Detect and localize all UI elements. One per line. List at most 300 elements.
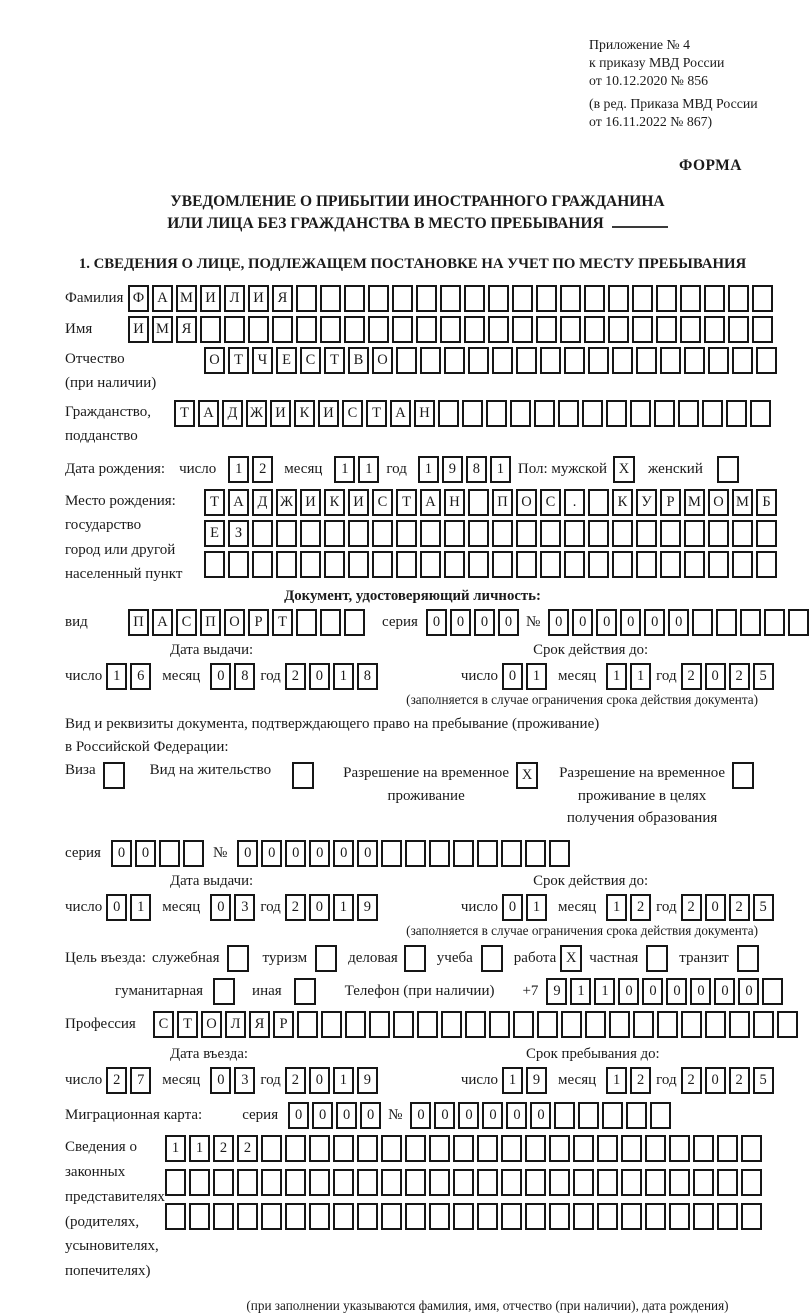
char-cell[interactable] (444, 520, 465, 547)
char-cell[interactable] (602, 1102, 623, 1129)
char-cell[interactable]: И (248, 285, 269, 312)
char-cell[interactable]: 1 (333, 663, 354, 690)
char-cell[interactable]: 9 (526, 1067, 547, 1094)
char-cell[interactable]: В (348, 347, 369, 374)
char-cell[interactable] (717, 1203, 738, 1230)
char-cell[interactable]: 0 (738, 978, 759, 1005)
char-cell[interactable] (429, 1135, 450, 1162)
char-cell[interactable] (165, 1203, 186, 1230)
char-cell[interactable] (540, 551, 561, 578)
char-cell[interactable] (357, 1135, 378, 1162)
char-cell[interactable]: 1 (334, 456, 355, 483)
char-cell[interactable] (525, 1203, 546, 1230)
char-cell[interactable] (752, 316, 773, 343)
char-cell[interactable] (276, 520, 297, 547)
char-cell[interactable]: О (224, 609, 245, 636)
char-cell[interactable] (320, 285, 341, 312)
char-cell[interactable] (464, 285, 485, 312)
char-cell[interactable] (344, 316, 365, 343)
char-cell[interactable]: Т (174, 400, 195, 427)
char-cell[interactable] (309, 1203, 330, 1230)
char-cell[interactable] (462, 400, 483, 427)
char-cell[interactable]: С (176, 609, 197, 636)
char-cell[interactable]: 2 (252, 456, 273, 483)
char-cell[interactable]: Я (249, 1011, 270, 1038)
char-cell[interactable]: М (732, 489, 753, 516)
char-cell[interactable] (732, 551, 753, 578)
char-cell[interactable] (420, 520, 441, 547)
char-cell[interactable] (285, 1203, 306, 1230)
char-cell[interactable]: 2 (729, 1067, 750, 1094)
char-cell[interactable] (756, 347, 777, 374)
char-cell[interactable] (636, 520, 657, 547)
char-cell[interactable] (549, 1135, 570, 1162)
char-cell[interactable] (441, 1011, 462, 1038)
char-cell[interactable] (660, 520, 681, 547)
char-cell[interactable] (333, 1169, 354, 1196)
char-cell[interactable]: 0 (482, 1102, 503, 1129)
char-cell[interactable]: 0 (309, 840, 330, 867)
char-cell[interactable] (540, 347, 561, 374)
char-cell[interactable]: 1 (570, 978, 591, 1005)
visa-checkbox[interactable] (103, 762, 125, 789)
char-cell[interactable] (464, 316, 485, 343)
char-cell[interactable] (578, 1102, 599, 1129)
char-cell[interactable]: 0 (572, 609, 593, 636)
char-cell[interactable] (248, 316, 269, 343)
char-cell[interactable] (393, 1011, 414, 1038)
char-cell[interactable]: Т (177, 1011, 198, 1038)
char-cell[interactable] (540, 520, 561, 547)
char-cell[interactable] (608, 316, 629, 343)
char-cell[interactable]: 1 (130, 894, 151, 921)
char-cell[interactable] (405, 840, 426, 867)
char-cell[interactable]: И (128, 316, 149, 343)
char-cell[interactable]: . (564, 489, 585, 516)
char-cell[interactable] (416, 285, 437, 312)
char-cell[interactable] (309, 1169, 330, 1196)
char-cell[interactable]: 3 (234, 894, 255, 921)
char-cell[interactable] (237, 1203, 258, 1230)
char-cell[interactable] (488, 316, 509, 343)
char-cell[interactable]: 0 (333, 840, 354, 867)
char-cell[interactable] (429, 1203, 450, 1230)
char-cell[interactable]: А (198, 400, 219, 427)
char-cell[interactable] (510, 400, 531, 427)
char-cell[interactable] (261, 1169, 282, 1196)
char-cell[interactable] (549, 1203, 570, 1230)
char-cell[interactable]: И (300, 489, 321, 516)
char-cell[interactable]: 9 (357, 894, 378, 921)
char-cell[interactable] (159, 840, 180, 867)
char-cell[interactable] (420, 551, 441, 578)
char-cell[interactable] (189, 1203, 210, 1230)
char-cell[interactable]: Т (324, 347, 345, 374)
char-cell[interactable]: 0 (309, 894, 330, 921)
char-cell[interactable] (630, 400, 651, 427)
char-cell[interactable] (537, 1011, 558, 1038)
char-cell[interactable]: 1 (358, 456, 379, 483)
char-cell[interactable] (645, 1169, 666, 1196)
char-cell[interactable]: 0 (705, 894, 726, 921)
char-cell[interactable] (348, 551, 369, 578)
char-cell[interactable] (285, 1135, 306, 1162)
char-cell[interactable] (764, 609, 785, 636)
char-cell[interactable] (513, 1011, 534, 1038)
char-cell[interactable]: Я (176, 316, 197, 343)
char-cell[interactable]: А (152, 609, 173, 636)
char-cell[interactable] (584, 285, 605, 312)
char-cell[interactable] (656, 316, 677, 343)
char-cell[interactable]: 6 (130, 663, 151, 690)
char-cell[interactable] (381, 1169, 402, 1196)
char-cell[interactable]: 1 (606, 663, 627, 690)
char-cell[interactable]: 0 (668, 609, 689, 636)
char-cell[interactable] (684, 520, 705, 547)
char-cell[interactable] (344, 609, 365, 636)
char-cell[interactable] (392, 285, 413, 312)
residence-permit-checkbox[interactable] (292, 762, 314, 789)
char-cell[interactable] (444, 347, 465, 374)
char-cell[interactable] (588, 489, 609, 516)
char-cell[interactable]: 5 (753, 1067, 774, 1094)
char-cell[interactable] (741, 1169, 762, 1196)
char-cell[interactable] (320, 316, 341, 343)
char-cell[interactable] (564, 520, 585, 547)
char-cell[interactable] (752, 285, 773, 312)
char-cell[interactable]: 0 (237, 840, 258, 867)
char-cell[interactable] (468, 520, 489, 547)
char-cell[interactable]: 0 (498, 609, 519, 636)
char-cell[interactable]: 0 (210, 894, 231, 921)
char-cell[interactable] (396, 347, 417, 374)
char-cell[interactable] (753, 1011, 774, 1038)
char-cell[interactable] (357, 1203, 378, 1230)
char-cell[interactable] (536, 285, 557, 312)
char-cell[interactable] (660, 347, 681, 374)
char-cell[interactable]: О (204, 347, 225, 374)
char-cell[interactable] (741, 1203, 762, 1230)
char-cell[interactable] (609, 1011, 630, 1038)
char-cell[interactable] (717, 1169, 738, 1196)
char-cell[interactable] (405, 1203, 426, 1230)
char-cell[interactable]: М (176, 285, 197, 312)
char-cell[interactable]: 1 (228, 456, 249, 483)
char-cell[interactable] (564, 347, 585, 374)
char-cell[interactable]: З (228, 520, 249, 547)
char-cell[interactable]: М (684, 489, 705, 516)
char-cell[interactable]: 0 (111, 840, 132, 867)
char-cell[interactable]: 9 (357, 1067, 378, 1094)
char-cell[interactable]: Д (222, 400, 243, 427)
char-cell[interactable]: 0 (285, 840, 306, 867)
char-cell[interactable]: 0 (309, 663, 330, 690)
char-cell[interactable]: 0 (135, 840, 156, 867)
char-cell[interactable] (608, 285, 629, 312)
sex-female-checkbox[interactable] (717, 456, 739, 483)
char-cell[interactable]: 2 (213, 1135, 234, 1162)
char-cell[interactable] (704, 316, 725, 343)
char-cell[interactable] (756, 551, 777, 578)
char-cell[interactable] (788, 609, 809, 636)
char-cell[interactable]: 0 (705, 663, 726, 690)
char-cell[interactable] (525, 1135, 546, 1162)
char-cell[interactable] (705, 1011, 726, 1038)
char-cell[interactable]: 2 (681, 663, 702, 690)
purpose-private-checkbox[interactable] (646, 945, 668, 972)
char-cell[interactable] (525, 1169, 546, 1196)
char-cell[interactable] (660, 551, 681, 578)
char-cell[interactable] (296, 609, 317, 636)
char-cell[interactable]: 0 (666, 978, 687, 1005)
char-cell[interactable]: М (152, 316, 173, 343)
char-cell[interactable]: А (420, 489, 441, 516)
char-cell[interactable]: Т (228, 347, 249, 374)
char-cell[interactable]: П (200, 609, 221, 636)
char-cell[interactable]: 2 (106, 1067, 127, 1094)
char-cell[interactable] (368, 316, 389, 343)
purpose-other-checkbox[interactable] (294, 978, 316, 1005)
char-cell[interactable] (200, 316, 221, 343)
char-cell[interactable] (656, 285, 677, 312)
char-cell[interactable]: И (270, 400, 291, 427)
char-cell[interactable]: С (153, 1011, 174, 1038)
char-cell[interactable]: 2 (237, 1135, 258, 1162)
char-cell[interactable] (416, 316, 437, 343)
temp-residence-checkbox[interactable]: X (516, 762, 538, 789)
char-cell[interactable]: 0 (502, 894, 523, 921)
char-cell[interactable] (584, 316, 605, 343)
char-cell[interactable] (561, 1011, 582, 1038)
char-cell[interactable]: 0 (548, 609, 569, 636)
char-cell[interactable] (324, 551, 345, 578)
char-cell[interactable] (165, 1169, 186, 1196)
char-cell[interactable] (636, 347, 657, 374)
char-cell[interactable] (453, 840, 474, 867)
char-cell[interactable]: Р (660, 489, 681, 516)
char-cell[interactable] (573, 1135, 594, 1162)
temp-residence-edu-checkbox[interactable] (732, 762, 754, 789)
char-cell[interactable]: 0 (410, 1102, 431, 1129)
char-cell[interactable]: С (300, 347, 321, 374)
char-cell[interactable] (468, 347, 489, 374)
purpose-transit-checkbox[interactable] (737, 945, 759, 972)
char-cell[interactable] (657, 1011, 678, 1038)
char-cell[interactable] (516, 520, 537, 547)
char-cell[interactable]: У (636, 489, 657, 516)
char-cell[interactable] (708, 347, 729, 374)
char-cell[interactable] (582, 400, 603, 427)
char-cell[interactable] (693, 1203, 714, 1230)
char-cell[interactable] (588, 551, 609, 578)
char-cell[interactable] (621, 1135, 642, 1162)
char-cell[interactable] (740, 609, 761, 636)
char-cell[interactable] (597, 1169, 618, 1196)
char-cell[interactable] (213, 1169, 234, 1196)
char-cell[interactable]: Ж (276, 489, 297, 516)
char-cell[interactable]: С (540, 489, 561, 516)
char-cell[interactable] (237, 1169, 258, 1196)
char-cell[interactable]: К (324, 489, 345, 516)
char-cell[interactable]: 1 (606, 894, 627, 921)
char-cell[interactable] (348, 520, 369, 547)
char-cell[interactable] (741, 1135, 762, 1162)
char-cell[interactable] (477, 1203, 498, 1230)
char-cell[interactable] (708, 551, 729, 578)
char-cell[interactable] (728, 316, 749, 343)
char-cell[interactable]: 2 (285, 663, 306, 690)
char-cell[interactable] (468, 551, 489, 578)
char-cell[interactable] (621, 1203, 642, 1230)
char-cell[interactable]: 1 (502, 1067, 523, 1094)
char-cell[interactable]: П (128, 609, 149, 636)
char-cell[interactable] (597, 1203, 618, 1230)
char-cell[interactable] (285, 1169, 306, 1196)
char-cell[interactable]: Ж (246, 400, 267, 427)
char-cell[interactable] (453, 1203, 474, 1230)
char-cell[interactable] (321, 1011, 342, 1038)
char-cell[interactable] (516, 347, 537, 374)
char-cell[interactable]: 0 (714, 978, 735, 1005)
char-cell[interactable] (560, 316, 581, 343)
char-cell[interactable] (680, 316, 701, 343)
char-cell[interactable] (680, 285, 701, 312)
char-cell[interactable]: 0 (705, 1067, 726, 1094)
char-cell[interactable]: 1 (165, 1135, 186, 1162)
char-cell[interactable] (573, 1203, 594, 1230)
char-cell[interactable] (381, 1135, 402, 1162)
char-cell[interactable] (300, 551, 321, 578)
purpose-humanitarian-checkbox[interactable] (213, 978, 235, 1005)
char-cell[interactable] (333, 1135, 354, 1162)
char-cell[interactable]: 2 (285, 894, 306, 921)
char-cell[interactable] (453, 1169, 474, 1196)
char-cell[interactable]: Л (225, 1011, 246, 1038)
char-cell[interactable]: 1 (630, 663, 651, 690)
char-cell[interactable] (669, 1169, 690, 1196)
char-cell[interactable]: 0 (261, 840, 282, 867)
char-cell[interactable] (468, 489, 489, 516)
char-cell[interactable] (732, 520, 753, 547)
char-cell[interactable] (650, 1102, 671, 1129)
char-cell[interactable] (777, 1011, 798, 1038)
char-cell[interactable]: О (201, 1011, 222, 1038)
char-cell[interactable] (372, 551, 393, 578)
char-cell[interactable] (612, 551, 633, 578)
char-cell[interactable] (678, 400, 699, 427)
char-cell[interactable] (429, 840, 450, 867)
char-cell[interactable]: 0 (458, 1102, 479, 1129)
char-cell[interactable] (477, 1135, 498, 1162)
char-cell[interactable] (621, 1169, 642, 1196)
char-cell[interactable] (633, 1011, 654, 1038)
char-cell[interactable] (693, 1169, 714, 1196)
char-cell[interactable] (597, 1135, 618, 1162)
char-cell[interactable] (465, 1011, 486, 1038)
char-cell[interactable] (204, 551, 225, 578)
char-cell[interactable] (702, 400, 723, 427)
char-cell[interactable] (726, 400, 747, 427)
char-cell[interactable] (417, 1011, 438, 1038)
char-cell[interactable] (536, 316, 557, 343)
char-cell[interactable] (612, 520, 633, 547)
char-cell[interactable] (477, 1169, 498, 1196)
char-cell[interactable] (606, 400, 627, 427)
char-cell[interactable]: 0 (618, 978, 639, 1005)
char-cell[interactable] (636, 551, 657, 578)
char-cell[interactable] (558, 400, 579, 427)
char-cell[interactable]: 9 (442, 456, 463, 483)
char-cell[interactable]: 0 (530, 1102, 551, 1129)
char-cell[interactable] (501, 1135, 522, 1162)
char-cell[interactable]: 0 (620, 609, 641, 636)
char-cell[interactable] (534, 400, 555, 427)
char-cell[interactable] (564, 551, 585, 578)
char-cell[interactable]: 0 (434, 1102, 455, 1129)
char-cell[interactable]: 1 (333, 894, 354, 921)
char-cell[interactable] (729, 1011, 750, 1038)
char-cell[interactable]: 0 (210, 663, 231, 690)
char-cell[interactable] (297, 1011, 318, 1038)
char-cell[interactable] (381, 840, 402, 867)
char-cell[interactable] (372, 520, 393, 547)
char-cell[interactable] (612, 347, 633, 374)
char-cell[interactable] (276, 551, 297, 578)
purpose-study-checkbox[interactable] (481, 945, 503, 972)
char-cell[interactable] (420, 347, 441, 374)
char-cell[interactable]: Р (248, 609, 269, 636)
char-cell[interactable] (228, 551, 249, 578)
char-cell[interactable] (632, 285, 653, 312)
char-cell[interactable]: 2 (729, 894, 750, 921)
char-cell[interactable]: 2 (681, 1067, 702, 1094)
char-cell[interactable] (357, 1169, 378, 1196)
char-cell[interactable] (756, 520, 777, 547)
char-cell[interactable] (368, 285, 389, 312)
char-cell[interactable] (396, 520, 417, 547)
char-cell[interactable] (296, 316, 317, 343)
char-cell[interactable]: 1 (189, 1135, 210, 1162)
char-cell[interactable] (300, 520, 321, 547)
char-cell[interactable] (405, 1135, 426, 1162)
char-cell[interactable] (704, 285, 725, 312)
char-cell[interactable] (492, 347, 513, 374)
char-cell[interactable] (296, 285, 317, 312)
char-cell[interactable] (392, 316, 413, 343)
char-cell[interactable] (684, 347, 705, 374)
char-cell[interactable] (554, 1102, 575, 1129)
char-cell[interactable]: 5 (753, 663, 774, 690)
char-cell[interactable] (489, 1011, 510, 1038)
char-cell[interactable]: Н (444, 489, 465, 516)
char-cell[interactable]: 1 (333, 1067, 354, 1094)
char-cell[interactable]: 0 (644, 609, 665, 636)
char-cell[interactable]: Ч (252, 347, 273, 374)
char-cell[interactable]: 0 (312, 1102, 333, 1129)
char-cell[interactable] (728, 285, 749, 312)
char-cell[interactable] (669, 1135, 690, 1162)
char-cell[interactable] (588, 347, 609, 374)
char-cell[interactable] (320, 609, 341, 636)
char-cell[interactable] (183, 840, 204, 867)
char-cell[interactable]: 8 (357, 663, 378, 690)
char-cell[interactable] (632, 316, 653, 343)
char-cell[interactable] (224, 316, 245, 343)
char-cell[interactable] (512, 316, 533, 343)
char-cell[interactable]: 0 (506, 1102, 527, 1129)
char-cell[interactable]: 0 (106, 894, 127, 921)
char-cell[interactable] (645, 1203, 666, 1230)
